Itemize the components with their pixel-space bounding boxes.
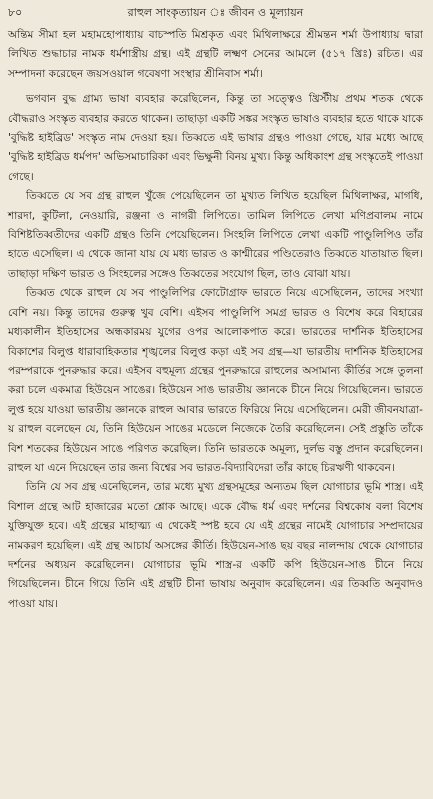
paragraph-3: তিব্বতে যে সব গ্রন্থ রাহুল খুঁজে পেয়েছিলেন তা মুখ্যত লিখিত হয়েছিল মিথিলাক্ষর, মাগধি, শারদা, কুটিলা, নেওয়ারি, রঞ্জনা ও নাগরী লিপিতে। তামিল লিপিতে লেখা মণিপ্রবালম নামে বিশিষ্টতিব্বতীদের একটি গ্রন্থও তিনি পেয়েছিলেন। সিংহলি লিপিতে লেখা একটি পাণ্ডুলিপিও তাঁর হাতে এসেছিল। এ থেকে জানা যায় যে মধ্য ভারত ও কাশ্মীরের পণ্ডিতেরাও তিব্বতে যাতায়াত ছিল। তাছাড়া দক্ষিণ ভারত ও সিংহলের সঙ্গেও তিব্বতের সংযোগ ছিল, তাও বোঝা যায়।: [8, 190, 423, 280]
page-header: [8, 4, 423, 26]
running-title: রাহুল সাংকৃত্যায়ন ঃ জীবন ও মূল্যায়ন: [127, 6, 304, 19]
paragraph-5: তিনি যে সব গ্রন্থ এনেছিলেন, তার মধ্যে মুখ্য গ্রন্থসমূহের অন্যতম ছিল যোগাচার ভূমি শাস্ত্র। এই বিশাল গ্রন্থে আট হাজারের মতো শ্লোক আছে। একে বৌদ্ধ ধর্ম এবং দর্শনের বিশ্বকোষ বলা বিশেষ যুক্তিযুক্ত হবে। এই গ্রন্থের মাহাত্ম্য এ থেকেই স্পষ্ট হবে যে এই গ্রন্থের নামেই যোগাচার সম্প্রদায়ের নামকরণ হয়েছিল। এই গ্রন্থ আচার্য অসঙ্গের কীর্তি। হিউয়েন-সাঙ ছয় বছর নালন্দায় থেকে যোগাচার দর্শনের অধ্যয়ন করেছিলেন। যোগাচার ভূমি শাস্ত্র-র একটি কপি হিউয়েন-সাঙ চীনে নিয়ে গিয়েছিলেন। চীনে গিয়ে তিনি এই গ্রন্থটি চীনা ভাষায় অনুবাদ করেছিলেন। এর তিব্বতি অনুবাদও পাওয়া যায়।: [8, 481, 423, 610]
paragraph-2: ভগবান বুদ্ধ গ্রাম্য ভাষা ব্যবহার করেছিলেন, কিন্তু তা সত্ত্বেও খ্রিস্টীয় প্রথম শতক থেকে বৌদ্ধরাও সংস্কৃত ব্যবহার করতে থাকেন। তাছাড়া একটি সঙ্কর সংস্কৃত ভাষাও ব্যবহার হতে থাকে যাকে 'বুদ্ধিষ্ট হাইব্রিড' সংস্কৃত নাম দেওয়া হয়। তিব্বতে এই ভাষার গ্রন্থও পাওয়া গেছে, যার মধ্যে আছে 'বুদ্ধিষ্ট হাইব্রিড ধর্মপদ' অভিসমাচারিকা এবং ভিক্ষুনী বিনয় মুখ্য। কিন্তু অধিকাংশ গ্রন্থ সংস্কৃতেই পাওয়া গেছে।: [8, 93, 423, 183]
page-number: ৮০: [8, 6, 23, 19]
paragraph-4: তিব্বত থেকে রাহুল যে সব পাণ্ডুলিপির ফোটোগ্রাফ ভারতে নিয়ে এসেছিলেন, তাদের সংখ্যা বেশি নয়। কিন্তু তাদের গুরুত্ব খুব বেশি। এইসব পাণ্ডুলিপি সমগ্র ভারত ও বিশেষ করে বিহারের মধ্যকালীন ইতিহাসের অন্ধকারময় যুগের ওপর আলোকপাত করে। ভারতের দার্শনিক ইতিহাসের বিকাশের বিলুপ্ত ধারাবাহিকতার শৃঙ্খলের বিলুপ্ত কড়া এই সব গ্রন্থ—যা ভারতীয় দার্শনিক ইতিহাসের পরম্পরাকে পুনরুদ্ধার করে। এইসব বহুমূল্য গ্রন্থের পুনরুদ্ধারে রাহুলের অসামান্য কীর্তির সঙ্গে তুলনা করা চলে একমাত্র হিউয়েন সাঙের। হিউয়েন সাঙ ভারতীয় জ্ঞানকে চীনে নিয়ে গিয়েছিলেন। ভারতে লুপ্ত হয়ে যাওয়া ভারতীয় জ্ঞানকে রাহুল আবার ভারতে ফিরিয়ে নিয়ে এসেছিলেন। মেরী জীবনযাত্রা-য় রাহুল বলেছেন যে, তিনি হিউয়েন সাঙের মডেলে নিজেকে তৈরি করেছিলেন। সেই প্রস্তুতি তাঁকে বিশ শতকের হিউয়েন সাঙে পরিণত করেছিল। তিনি ভারতকে অমূল্য, দুর্লভ বস্তু প্রদান করেছিলেন। রাহুল যা এনে দিয়েছেন তার জন্য বিশ্বের সব ভারত-বিদ্যাবিদেরা তাঁর কাছে চিরঋণী থাকবেন।: [8, 287, 423, 474]
paragraph-1: অন্তিম সীমা হল মহামহোপাধ্যায় বাচস্পতি মিশ্রকৃত এবং মিথিলাক্ষরে শ্রীমন্তন শর্মা উপাধ্যায় দ্বারা লিখিত শুদ্ধাচার নামক ধর্মশাস্ত্রীয় গ্রন্থ। এই গ্রন্থটি লক্ষ্মণ সেনের আমলে (৫১৭ খ্রিঃ) রচিত। এর সম্পাদনা করেছেন জয়সওয়াল গবেষণা সংস্থার শ্রীনিবাস শর্মা।: [8, 29, 423, 80]
